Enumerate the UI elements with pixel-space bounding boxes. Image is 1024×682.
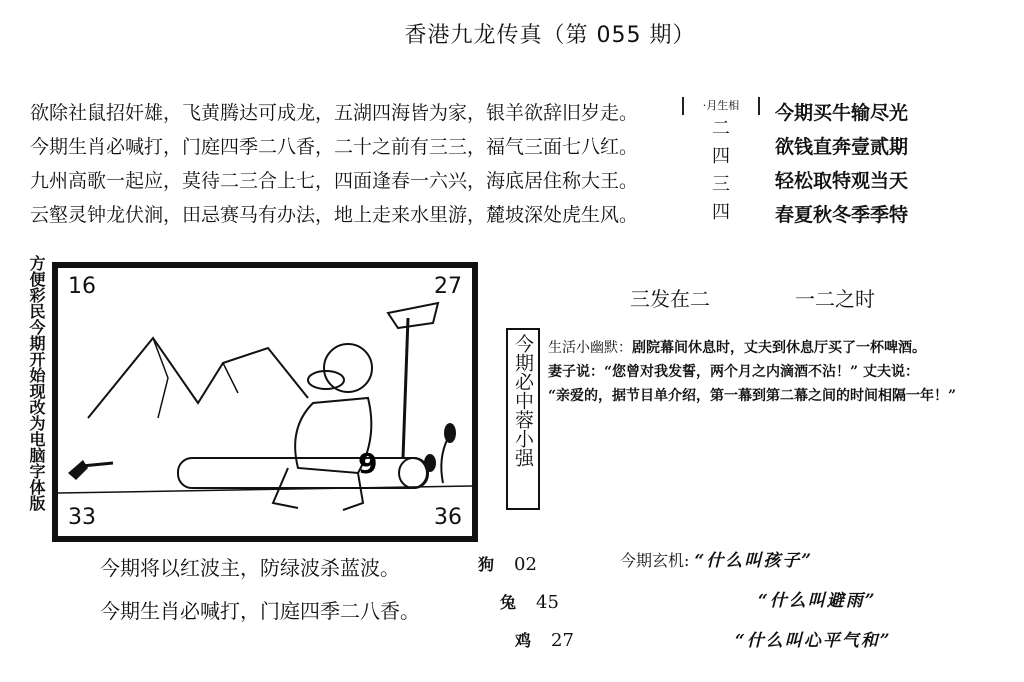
cartoon-frame [52, 262, 478, 542]
zodiac-month-number: 四 [712, 202, 730, 223]
right-verse-line: 轻松取特观当天 [775, 170, 909, 192]
cartoon-illustration [58, 268, 472, 536]
vertical-prediction-text: 今期必中蓉小强 [512, 334, 534, 467]
side-vertical-notice: 方便彩民今期开始现改为电脑字体版 [27, 255, 46, 511]
humor-label: 生活小幽默： [548, 340, 632, 356]
humor-line: “亲爱的，据节目单介绍，第一幕到第二幕之间的时间相隔一年！” [548, 388, 957, 404]
right-verse-line: 今期买牛输尽光 [775, 102, 909, 124]
riddle-line-2 [758, 586, 877, 611]
zodiac-number: 02 [514, 554, 537, 575]
zodiac-number-2 [500, 590, 559, 613]
zodiac-month-number: 二 [712, 118, 730, 139]
corner-number: 33 [68, 505, 96, 530]
humor-section [548, 336, 1018, 408]
corner-number: 16 [68, 274, 96, 299]
zodiac-name: 兔 [500, 593, 517, 612]
riddle-line-3 [735, 626, 892, 651]
hint-tail: 一二之时 [795, 287, 875, 311]
riddle-question: “什么叫孩子” [694, 551, 814, 571]
zodiac-number-3 [515, 628, 574, 651]
riddle-question: “什么叫避雨” [758, 591, 877, 611]
zodiac-month-header: ·月生相 [682, 97, 760, 115]
wave-tip: 今期将以红波主，防绿波杀蓝波。 [100, 556, 400, 580]
corner-number: 27 [434, 274, 462, 299]
right-verse-block [775, 96, 995, 232]
poem-line: 欲除社鼠招奸雄，飞黄腾达可成龙，五湖四海皆为家，银羊欲辞旧岁走。 [30, 102, 639, 124]
zodiac-number-1 [478, 552, 537, 575]
zodiac-name: 狗 [478, 555, 495, 574]
zodiac-month-number: 四 [712, 146, 730, 167]
humor-line: 妻子说：“您曾对我发誓，两个月之内滴酒不沾！” 丈夫说： [548, 364, 919, 380]
poem-line: 今期生肖必喊打，门庭四季二八香，二十之前有三三，福气三面七八红。 [30, 136, 639, 158]
svg-text:9: 9 [358, 447, 378, 480]
poem-block [30, 96, 680, 232]
riddle-question: “什么叫心平气和” [735, 631, 892, 651]
zodiac-number: 45 [536, 592, 559, 613]
right-verse-line: 春夏秋冬季季特 [775, 204, 909, 226]
zodiac-name: 鸡 [515, 631, 532, 650]
poem-line: 九州高歌一起应，莫待二三合上七，四面逢春一六兴，海底居住称大王。 [30, 170, 639, 192]
zodiac-tip: 今期生肖必喊打，门庭四季二八香。 [100, 599, 420, 623]
zodiac-number: 27 [551, 630, 574, 651]
vertical-prediction-box [506, 328, 540, 510]
zodiac-month-box [682, 97, 760, 229]
right-verse-line: 欲钱直奔壹贰期 [775, 136, 909, 158]
humor-line: 剧院幕间休息时，丈夫到休息厅买了一杯啤酒。 [632, 340, 926, 356]
page-title: 香港九龙传真（第 055 期） [404, 23, 696, 48]
poem-line: 云壑灵钟龙伏涧，田忌赛马有办法，地上走来水里游，麓坡深处虎生风。 [30, 204, 639, 226]
zodiac-month-number: 三 [712, 174, 730, 195]
riddle-label: 今期玄机: [620, 551, 690, 570]
riddle-line-1 [620, 546, 813, 571]
hint-head: 三发在二 [630, 287, 710, 311]
corner-number: 36 [434, 505, 462, 530]
